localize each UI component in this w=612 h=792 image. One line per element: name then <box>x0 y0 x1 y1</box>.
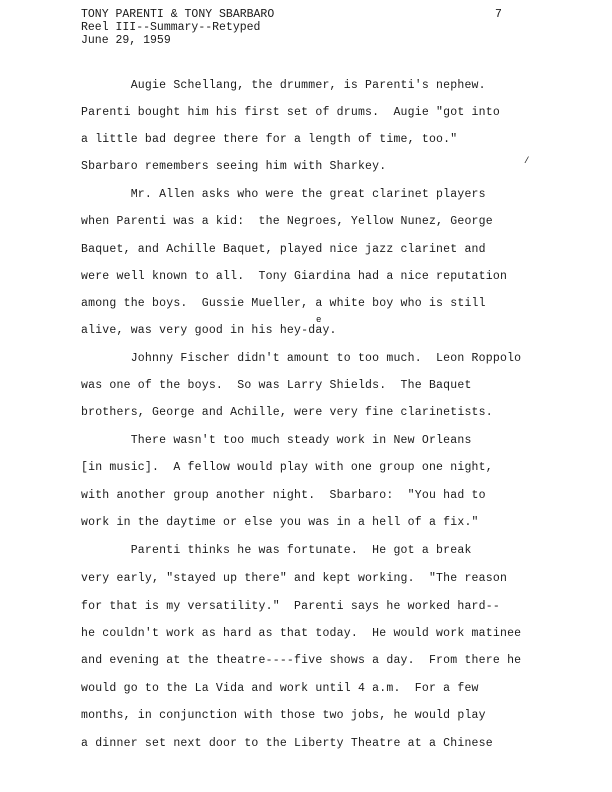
body-line: he couldn't work as hard as that today. He would work matinee <box>81 627 522 640</box>
body-line: brothers, George and Achille, were very fine clarinetists. <box>81 406 493 419</box>
body-line: Augie Schellang, the drummer, is Parenti's nephew. <box>81 79 486 92</box>
body-line: Parenti bought him his first set of drums. Augie "got into <box>81 106 500 119</box>
body-line: a little bad degree there for a length of time, too." <box>81 133 458 146</box>
body-line: was one of the boys. So was Larry Shields. The Baquet <box>81 379 472 392</box>
page-number: 7 <box>495 8 502 21</box>
body-line: There wasn't too much steady work in New Orleans <box>81 434 472 447</box>
header-reel: Reel III--Summary--Retyped <box>81 21 261 34</box>
body-line: [in music]. A fellow would play with one group one night, <box>81 461 493 474</box>
body-line: with another group another night. Sbarbaro: "You had to <box>81 489 486 502</box>
body-line: alive, was very good in his hey-day. <box>81 324 337 337</box>
header-date: June 29, 1959 <box>81 34 171 47</box>
body-line: Mr. Allen asks who were the great clarinet players <box>81 188 486 201</box>
body-line: a dinner set next door to the Liberty Theatre at a Chinese <box>81 737 493 750</box>
page-header <box>81 8 274 47</box>
body-line: work in the daytime or else you was in a hell of a fix." <box>81 516 479 529</box>
body-line: months, in conjunction with those two jobs, he would play <box>81 709 486 722</box>
body-line: for that is my versatility." Parenti says he worked hard-- <box>81 600 500 613</box>
correction-mark: e <box>316 315 322 325</box>
body-line: and evening at the theatre----five shows a day. From there he <box>81 654 522 667</box>
body-line: were well known to all. Tony Giardina had a nice reputation <box>81 270 508 283</box>
body-line: among the boys. Gussie Mueller, a white boy who is still <box>81 297 486 310</box>
body-line: when Parenti was a kid: the Negroes, Yellow Nunez, George <box>81 215 493 228</box>
body-line: very early, "stayed up there" and kept working. "The reason <box>81 572 508 585</box>
body-line: Baquet, and Achille Baquet, played nice jazz clarinet and <box>81 243 486 256</box>
body-line: Johnny Fischer didn't amount to too much. Leon Roppolo <box>81 352 522 365</box>
body-line: Sbarbaro remembers seeing him with Sharkey. <box>81 160 387 173</box>
body-line: Parenti thinks he was fortunate. He got a break <box>81 544 472 557</box>
body-line: would go to the La Vida and work until 4 a.m. For a few <box>81 682 479 695</box>
header-title: TONY PARENTI & TONY SBARBARO <box>81 8 275 21</box>
margin-mark: / <box>524 156 530 166</box>
